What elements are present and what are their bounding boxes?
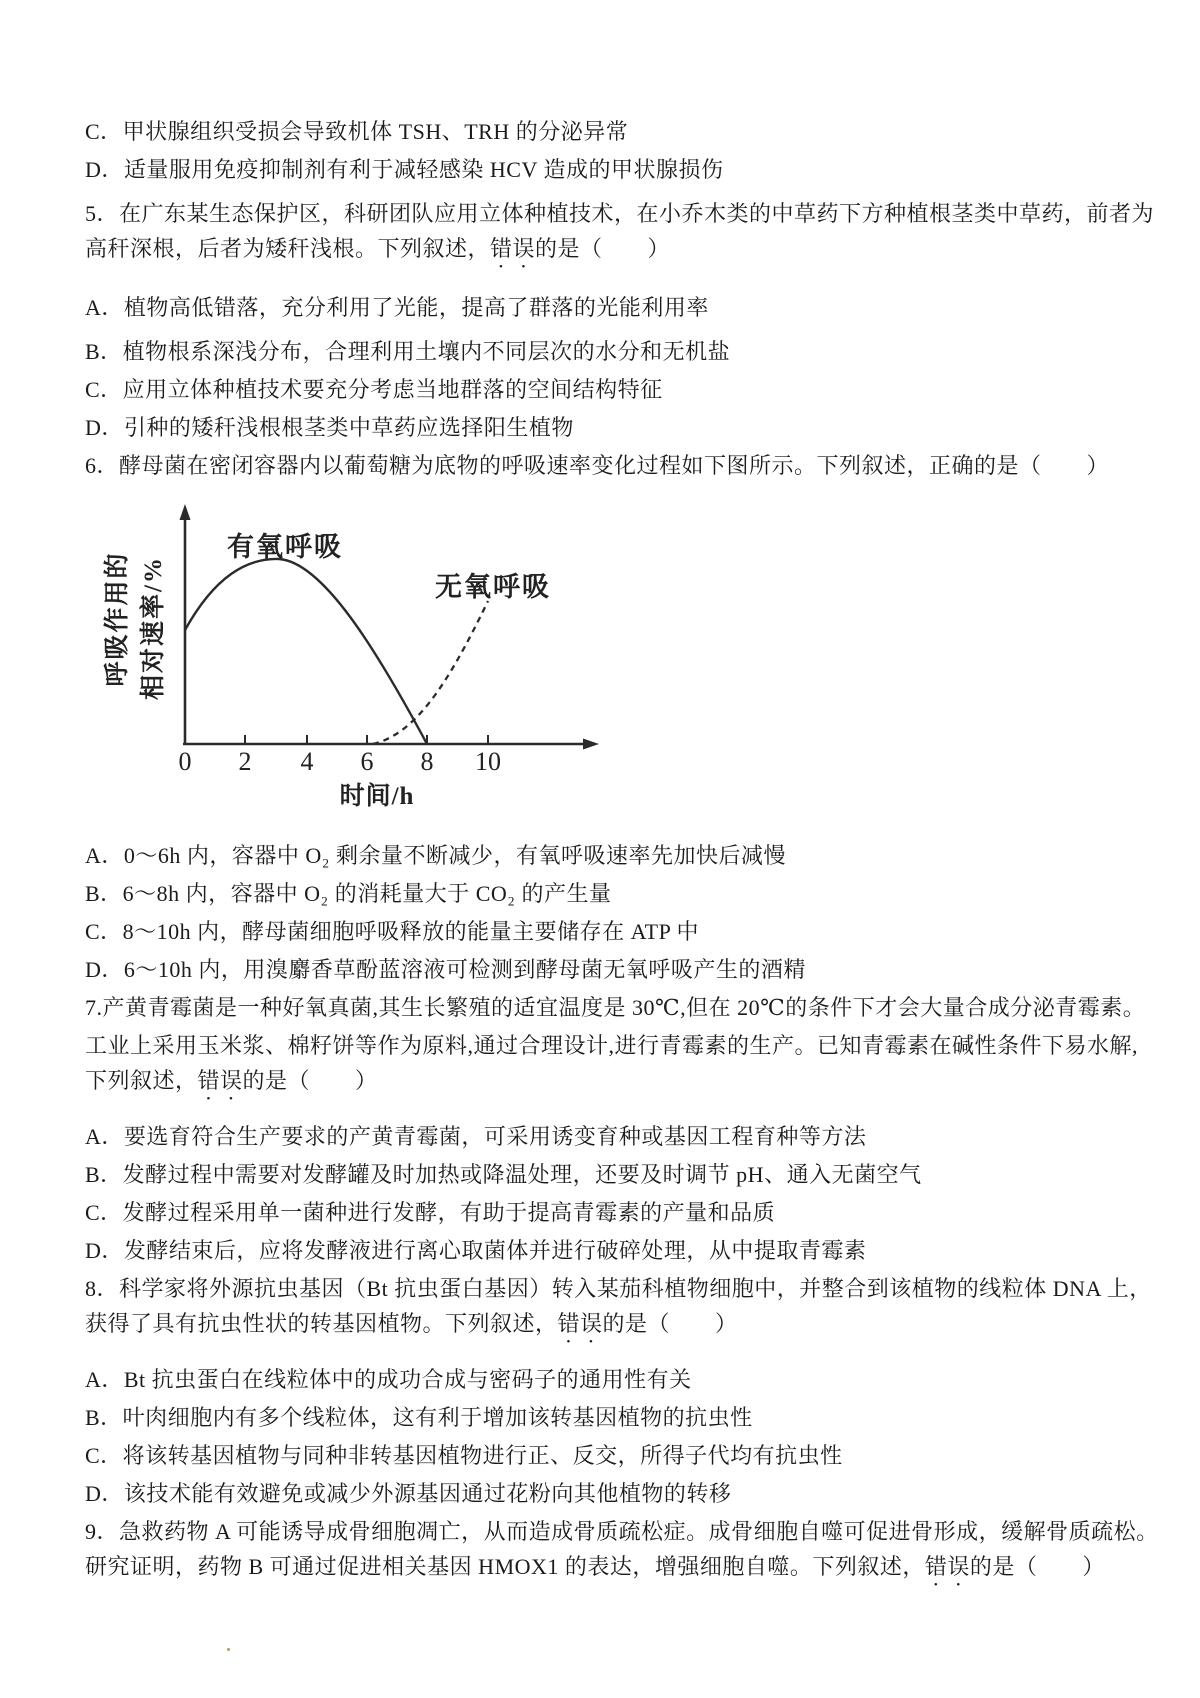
aerobic-curve-label: 有氧呼吸 [227,532,343,562]
question-5-option-b: B．植物根系深浅分布，合理利用土壤内不同层次的水分和无机盐 [85,339,731,364]
question-7-stem-line-1: 7.产黄青霉菌是一种好氧真菌,其生长繁殖的适宜温度是 30℃,但在 20℃的条件下才会大量合成分泌青霉素。 [85,995,1146,1020]
x-tick-label-8: 8 [420,747,434,776]
question-7-stem-line-3 [85,1068,1155,1105]
stem-text: 的是（ ） [969,1554,1105,1579]
stem-text: 研究证明，药物 B 可通过促进相关基因 HMOX1 的表达，增强细胞自噬。下列叙述， [85,1554,925,1579]
scan-artifact-dot [227,1648,230,1651]
x-axis-label: 时间/h [339,783,415,810]
stem-text: 的是（ ） [242,1068,378,1093]
question-8-option-a: A．Bt 抗虫蛋白在线粒体中的成功合成与密码子的通用性有关 [85,1367,692,1392]
emphasized-text: 错误 [557,1311,603,1336]
question-8-option-b: B．叶肉细胞内有多个线粒体，这有利于增加该转基因植物的抗虫性 [85,1405,753,1430]
x-tick-label-0: 0 [178,747,192,776]
question-6-option-a: A．0～6h 内，容器中 O₂ 剩余量不断减少，有氧呼吸速率先加快后减慢 [85,843,786,868]
stem-text: 的是（ ） [602,1311,738,1336]
aerobic-respiration-curve [185,559,427,744]
stem-text: 获得了具有抗虫性状的转基因植物。下列叙述， [85,1311,558,1336]
question-7-option-d: D．发酵结束后，应将发酵液进行离心取菌体并进行破碎处理，从中提取青霉素 [85,1238,867,1263]
stem-text: 高秆深根，后者为矮秆浅根。下列叙述， [85,236,491,261]
exam-body [85,119,1159,1591]
question-9-stem-line-1: 9．急救药物 A 可能诱导成骨细胞凋亡，从而造成骨质疏松症。成骨细胞自噬可促进骨形成，缓解骨质疏松。 [85,1519,1159,1544]
x-tick-label-6: 6 [360,747,374,776]
question-6-option-c: C．8～10h 内，酵母菌细胞呼吸释放的能量主要储存在 ATP 中 [85,919,699,944]
question-5-stem-line-2 [85,236,1155,273]
respiration-rate-chart [85,478,1155,844]
question-5-stem-line-1: 5．在广东某生态保护区，科研团队应用立体种植技术，在小乔木类的中草药下方种植根茎类中草药，前者为 [85,201,1155,226]
emphasized-text: 错误 [197,1068,243,1093]
question-6-option-b: B．6～8h 内，容器中 O₂ 的消耗量大于 CO₂ 的产生量 [85,881,612,906]
y-axis-arrow [180,504,191,520]
stem-text: 下列叙述， [85,1068,198,1093]
x-axis-arrow [583,739,599,750]
question-9-stem-line-2 [85,1554,1155,1591]
question-4-option-c: C．甲状腺组织受损会导致机体 TSH、TRH 的分泌异常 [85,119,629,144]
question-8-stem-line-2 [85,1311,1155,1348]
question-4-option-d: D．适量服用免疫抑制剂有利于减轻感染 HCV 造成的甲状腺损伤 [85,157,724,182]
question-8-option-c: C．将该转基因植物与同种非转基因植物进行正、反交，所得子代均有抗虫性 [85,1443,843,1468]
question-7-option-a: A．要选育符合生产要求的产黄青霉菌，可采用诱变育种或基因工程育种等方法 [85,1124,867,1149]
stem-text: 的是（ ） [535,236,671,261]
x-tick-label-4: 4 [300,747,314,776]
anaerobic-curve-label: 无氧呼吸 [435,572,551,602]
x-tick-label-2: 2 [238,747,252,776]
chart-canvas [85,486,615,836]
question-6-stem: 6．酵母菌在密闭容器内以葡萄糖为底物的呼吸速率变化过程如下图所示。下列叙述，正确的是（ ） [85,453,1110,478]
question-5-option-c: C．应用立体种植技术要充分考虑当地群落的空间结构特征 [85,377,663,402]
anaerobic-respiration-curve [373,601,488,744]
emphasized-text: 错误 [490,236,536,261]
x-tick-label-10: 10 [475,747,501,776]
question-5-option-a: A．植物高低错落，充分利用了光能，提高了群落的光能利用率 [85,295,709,320]
question-5-option-d: D．引种的矮秆浅根根茎类中草药应选择阳生植物 [85,415,574,440]
question-8-option-d: D．该技术能有效避免或减少外源基因通过花粉向其他植物的转移 [85,1481,732,1506]
question-7-option-b: B．发酵过程中需要对发酵罐及时加热或降温处理，还要及时调节 pH、通入无菌空气 [85,1162,922,1187]
question-7-stem-line-2: 工业上采用玉米浆、棉籽饼等作为原料,通过合理设计,进行青霉素的生产。已知青霉素在碱性条件下易水解, [85,1033,1139,1058]
y-axis-label-line-1: 呼吸作用的 [104,551,131,687]
y-axis-label-line-2: 相对速率/% [140,556,167,700]
emphasized-text: 错误 [924,1554,970,1579]
question-7-option-c: C．发酵过程采用单一菌种进行发酵，有助于提高青霉素的产量和品质 [85,1200,776,1225]
question-8-stem-line-1: 8．科学家将外源抗虫基因（Bt 抗虫蛋白基因）转入某茄科植物细胞中，并整合到该植物的线粒体 DNA 上， [85,1276,1152,1301]
question-6-option-d: D．6～10h 内，用溴麝香草酚蓝溶液可检测到酵母菌无氧呼吸产生的酒精 [85,957,806,982]
